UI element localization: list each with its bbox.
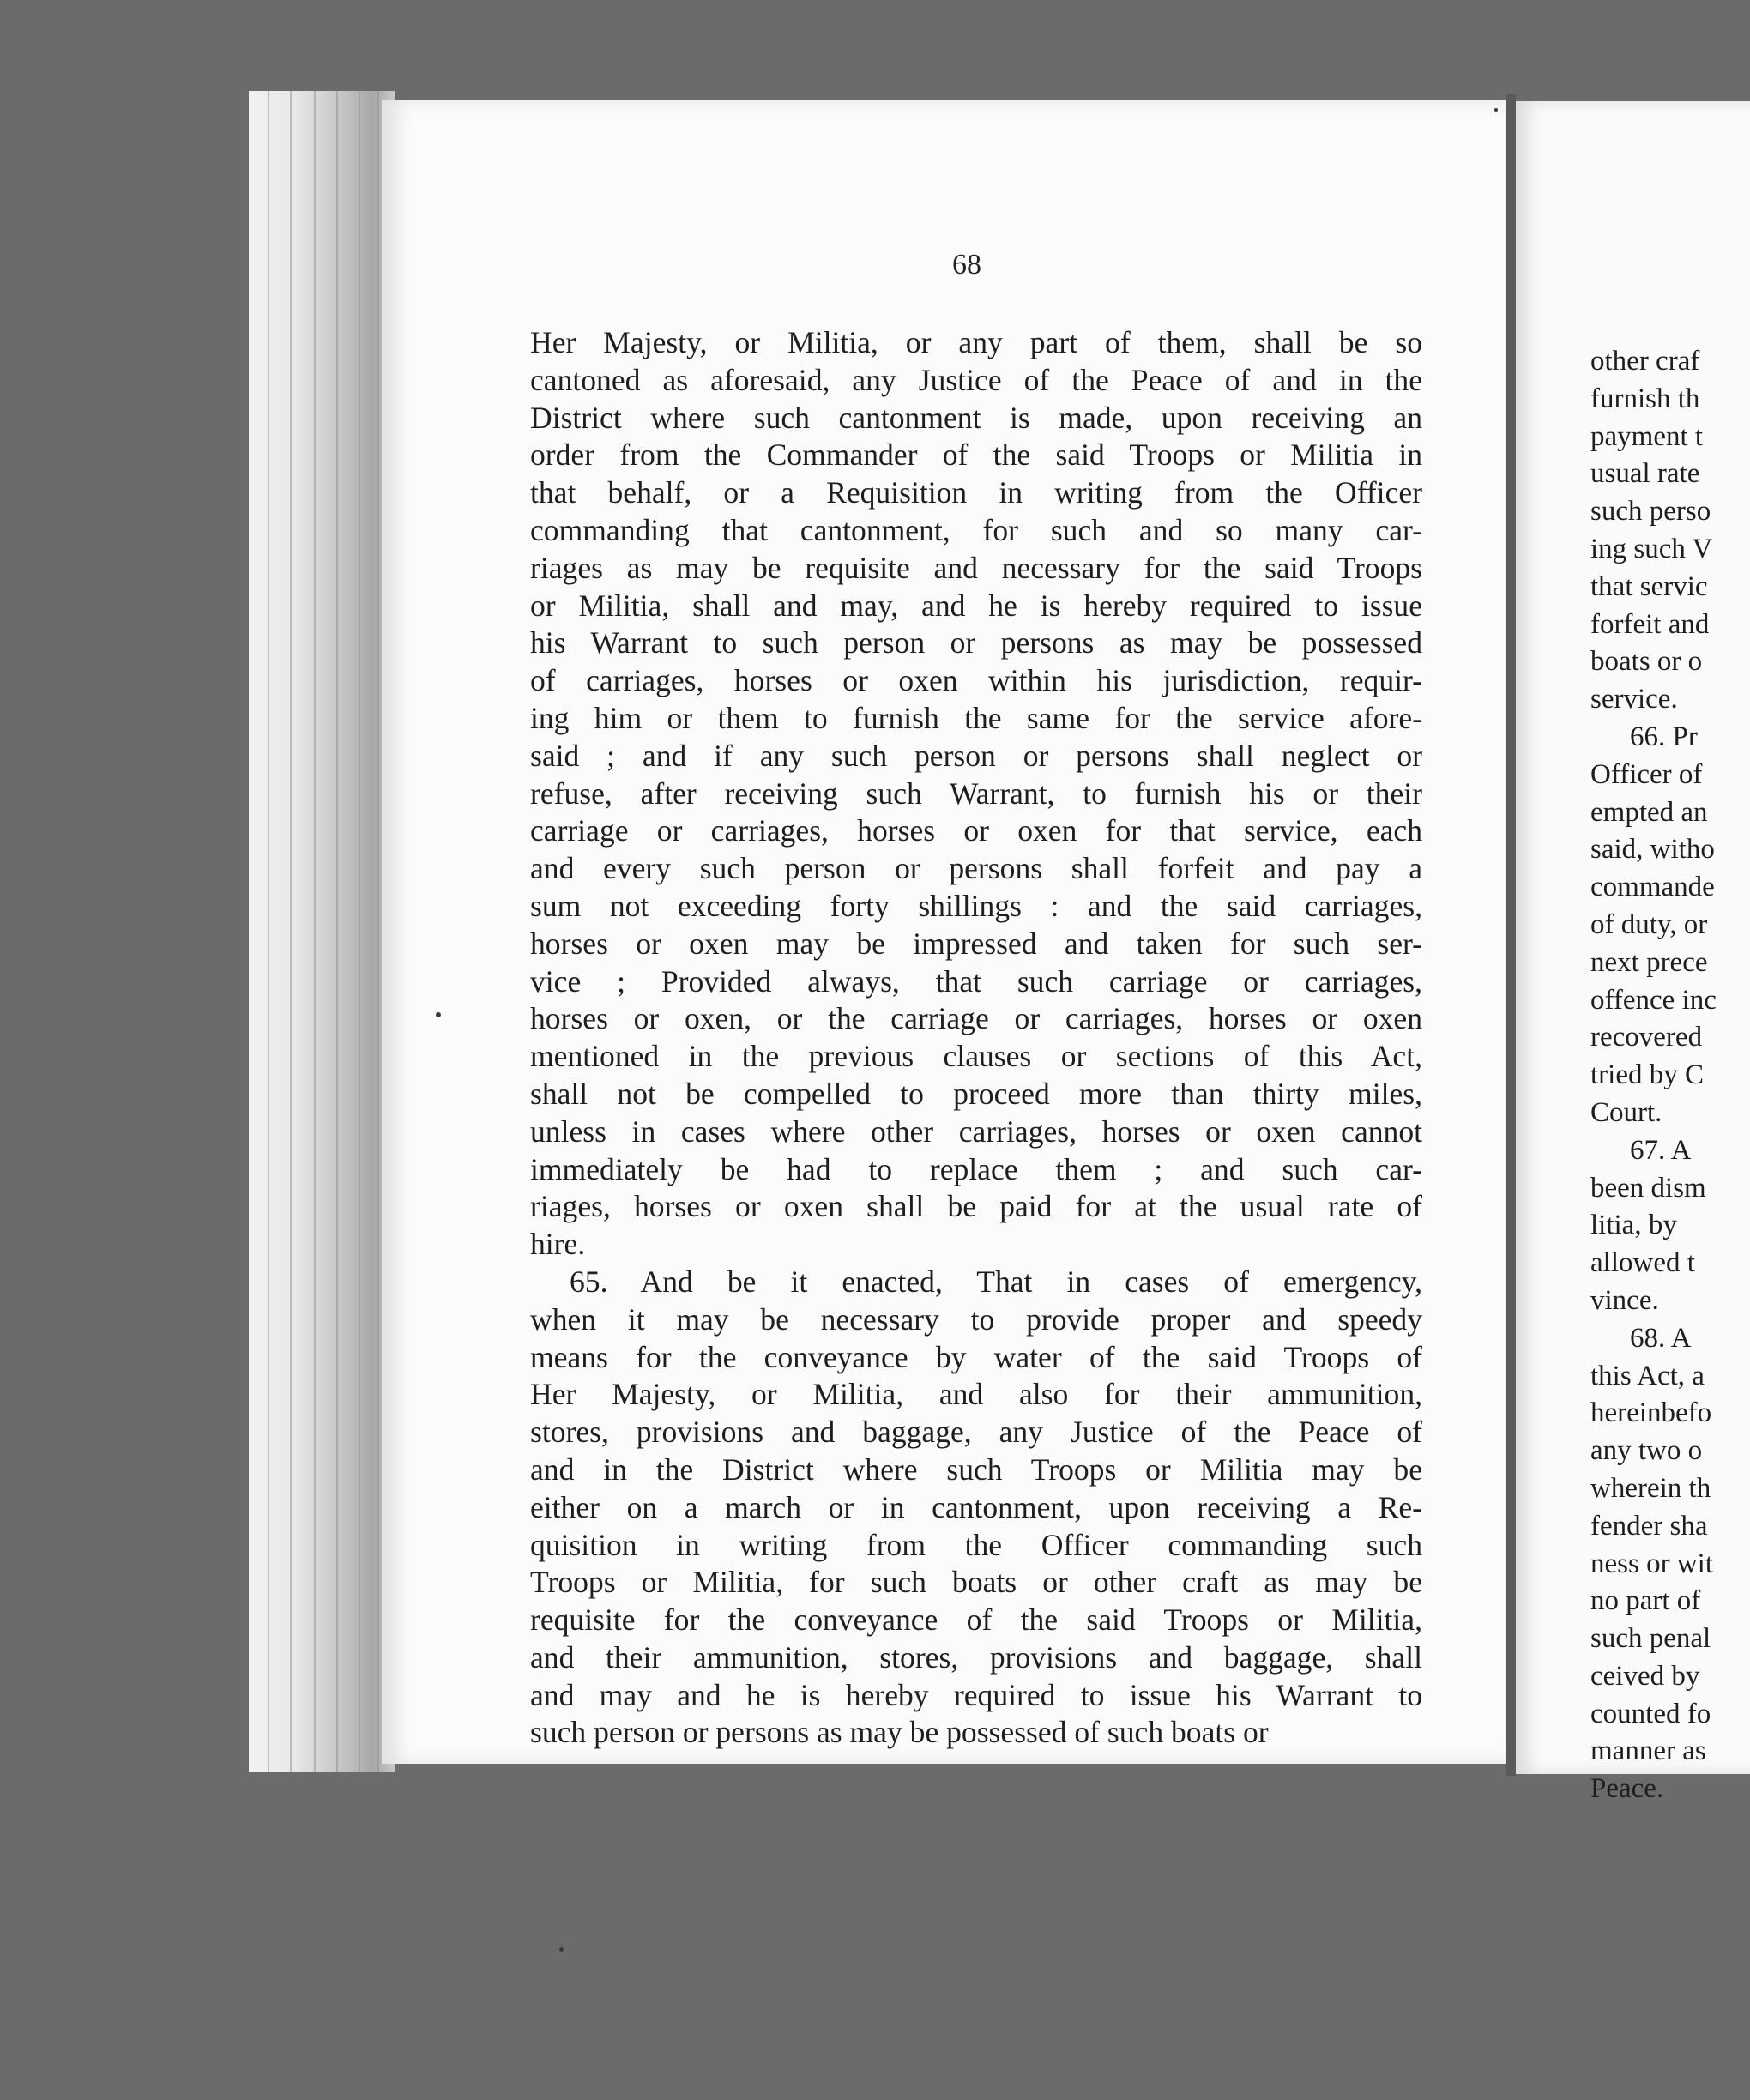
page-number: 68 — [952, 249, 981, 281]
text-line: any two o — [1590, 1435, 1703, 1467]
page-edge-line — [377, 91, 379, 1772]
text-line: vice ; Provided always, that such carriage or carriages, — [530, 963, 1422, 999]
text-line: said, witho — [1590, 834, 1715, 866]
text-line: Court. — [1590, 1096, 1662, 1128]
text-line: riages as may be requisite and necessary for the said Troops — [530, 550, 1422, 585]
text-line: wherein th — [1590, 1472, 1711, 1504]
page-edge-line — [314, 91, 316, 1772]
text-line: usual rate — [1590, 458, 1700, 490]
text-line: counted fo — [1590, 1698, 1711, 1729]
page-edge-line — [268, 91, 269, 1772]
text-line: ness or wit — [1590, 1548, 1713, 1579]
text-line: ing such V — [1590, 533, 1713, 564]
text-line: Peace. — [1590, 1773, 1664, 1805]
text-line: shall not be compelled to proceed more than thirty miles, — [530, 1076, 1422, 1111]
text-line: next prece — [1590, 946, 1708, 978]
text-line: quisition in writing from the Officer commanding such — [530, 1527, 1422, 1562]
text-line: when it may be necessary to provide proper and speedy — [530, 1301, 1422, 1337]
text-line: and in the District where such Troops or Militia may be — [530, 1451, 1422, 1487]
text-line: said ; and if any such person or persons shall neglect or — [530, 738, 1422, 773]
text-line: and may and he is hereby required to issue his Warrant to — [530, 1677, 1422, 1712]
text-line: sum not exceeding forty shillings : and the said carriages, — [530, 888, 1422, 923]
text-line: Officer of — [1590, 758, 1703, 790]
text-line: 68. A — [1630, 1322, 1692, 1354]
text-line: no part of — [1590, 1585, 1701, 1617]
text-line: ceived by — [1590, 1660, 1700, 1692]
scan-speck — [436, 1012, 441, 1017]
text-line: mentioned in the previous clauses or sections of this Act, — [530, 1039, 1422, 1074]
text-line: this Act, a — [1590, 1360, 1705, 1391]
page-edge-line — [336, 91, 338, 1772]
text-line: furnish th — [1590, 383, 1700, 414]
text-line: offence inc — [1590, 984, 1717, 1016]
text-line: 67. A — [1630, 1134, 1692, 1166]
text-line: payment t — [1590, 420, 1704, 452]
text-line: cantoned as aforesaid, any Justice of the Peace of and in the — [530, 362, 1422, 397]
text-line: immediately be had to replace them ; and such car- — [530, 1151, 1422, 1186]
text-line: vince. — [1590, 1284, 1659, 1316]
text-line: that servic — [1590, 570, 1708, 602]
text-line: boats or o — [1590, 646, 1703, 678]
text-line: and every such person or persons shall forfeit and pay a — [530, 851, 1422, 886]
text-line: 65. And be it enacted, That in cases of emergency, — [570, 1264, 1422, 1299]
text-line: service. — [1590, 684, 1678, 715]
text-line: such penal — [1590, 1623, 1711, 1655]
page-stack-edges — [249, 91, 395, 1772]
book-gutter — [1506, 94, 1516, 1776]
text-line: order from the Commander of the said Troops or Militia in — [530, 438, 1422, 473]
text-line: hire. — [530, 1227, 586, 1262]
text-line: allowed t — [1590, 1247, 1695, 1279]
text-line: unless in cases where other carriages, horses or oxen cannot — [530, 1113, 1422, 1149]
text-line: horses or oxen, or the carriage or carriages, horses or oxen — [530, 1001, 1422, 1036]
text-line: that behalf, or a Requisition in writing from the Officer — [530, 475, 1422, 510]
text-line: such perso — [1590, 496, 1711, 528]
text-line: refuse, after receiving such Warrant, to furnish his or their — [530, 775, 1422, 811]
text-line: empted an — [1590, 796, 1708, 828]
text-line: horses or oxen may be impressed and taken for such ser- — [530, 926, 1422, 961]
text-line: of carriages, horses or oxen within his jurisdiction, requir- — [530, 663, 1422, 698]
left-page-text — [530, 324, 1422, 1752]
text-line: riages, horses or oxen shall be paid for at the usual rate of — [530, 1189, 1422, 1224]
text-line: Her Majesty, or Militia, and also for their ammunition, — [530, 1377, 1422, 1412]
text-line: litia, by — [1590, 1210, 1677, 1241]
text-line: other craf — [1590, 346, 1700, 377]
page-edge-line — [290, 91, 292, 1772]
text-line: and their ammunition, stores, provisions and baggage, shall — [530, 1639, 1422, 1675]
text-line: hereinbefo — [1590, 1397, 1712, 1429]
text-line: Her Majesty, or Militia, or any part of them, shall be so — [530, 325, 1422, 359]
text-line: fender sha — [1590, 1510, 1708, 1542]
scan-speck — [559, 1947, 564, 1952]
text-line: his Warrant to such person or persons as may be possessed — [530, 625, 1422, 661]
text-line: or Militia, shall and may, and he is hereby required to issue — [530, 588, 1422, 623]
text-line: ing him or them to furnish the same for the service afore- — [530, 700, 1422, 735]
text-line: requisite for the conveyance of the said Troops or Militia, — [530, 1602, 1422, 1638]
text-line: either on a march or in cantonment, upon receiving a Re- — [530, 1489, 1422, 1524]
text-line: such person or persons as may be possessed of such boats or — [530, 1715, 1269, 1750]
right-page-text — [1590, 343, 1750, 1808]
text-line: forfeit and — [1590, 608, 1710, 640]
scan-speck — [1494, 108, 1498, 112]
text-line: recovered — [1590, 1022, 1703, 1053]
text-line: Troops or Militia, for such boats or other craft as may be — [530, 1565, 1422, 1600]
text-line: 66. Pr — [1630, 721, 1698, 752]
text-line: tried by C — [1590, 1059, 1704, 1091]
text-line: of duty, or — [1590, 908, 1708, 940]
text-line: been dism — [1590, 1172, 1706, 1204]
page-edge-line — [359, 91, 360, 1772]
text-line: stores, provisions and baggage, any Justice of the Peace of — [530, 1415, 1422, 1450]
text-line: District where such cantonment is made, upon receiving an — [530, 400, 1422, 435]
text-line: commanding that cantonment, for such and so many car- — [530, 512, 1422, 547]
text-line: manner as — [1590, 1735, 1706, 1767]
text-line: means for the conveyance by water of the said Troops of — [530, 1339, 1422, 1374]
text-line: commande — [1590, 872, 1715, 903]
text-line: carriage or carriages, horses or oxen for that service, each — [530, 813, 1422, 848]
